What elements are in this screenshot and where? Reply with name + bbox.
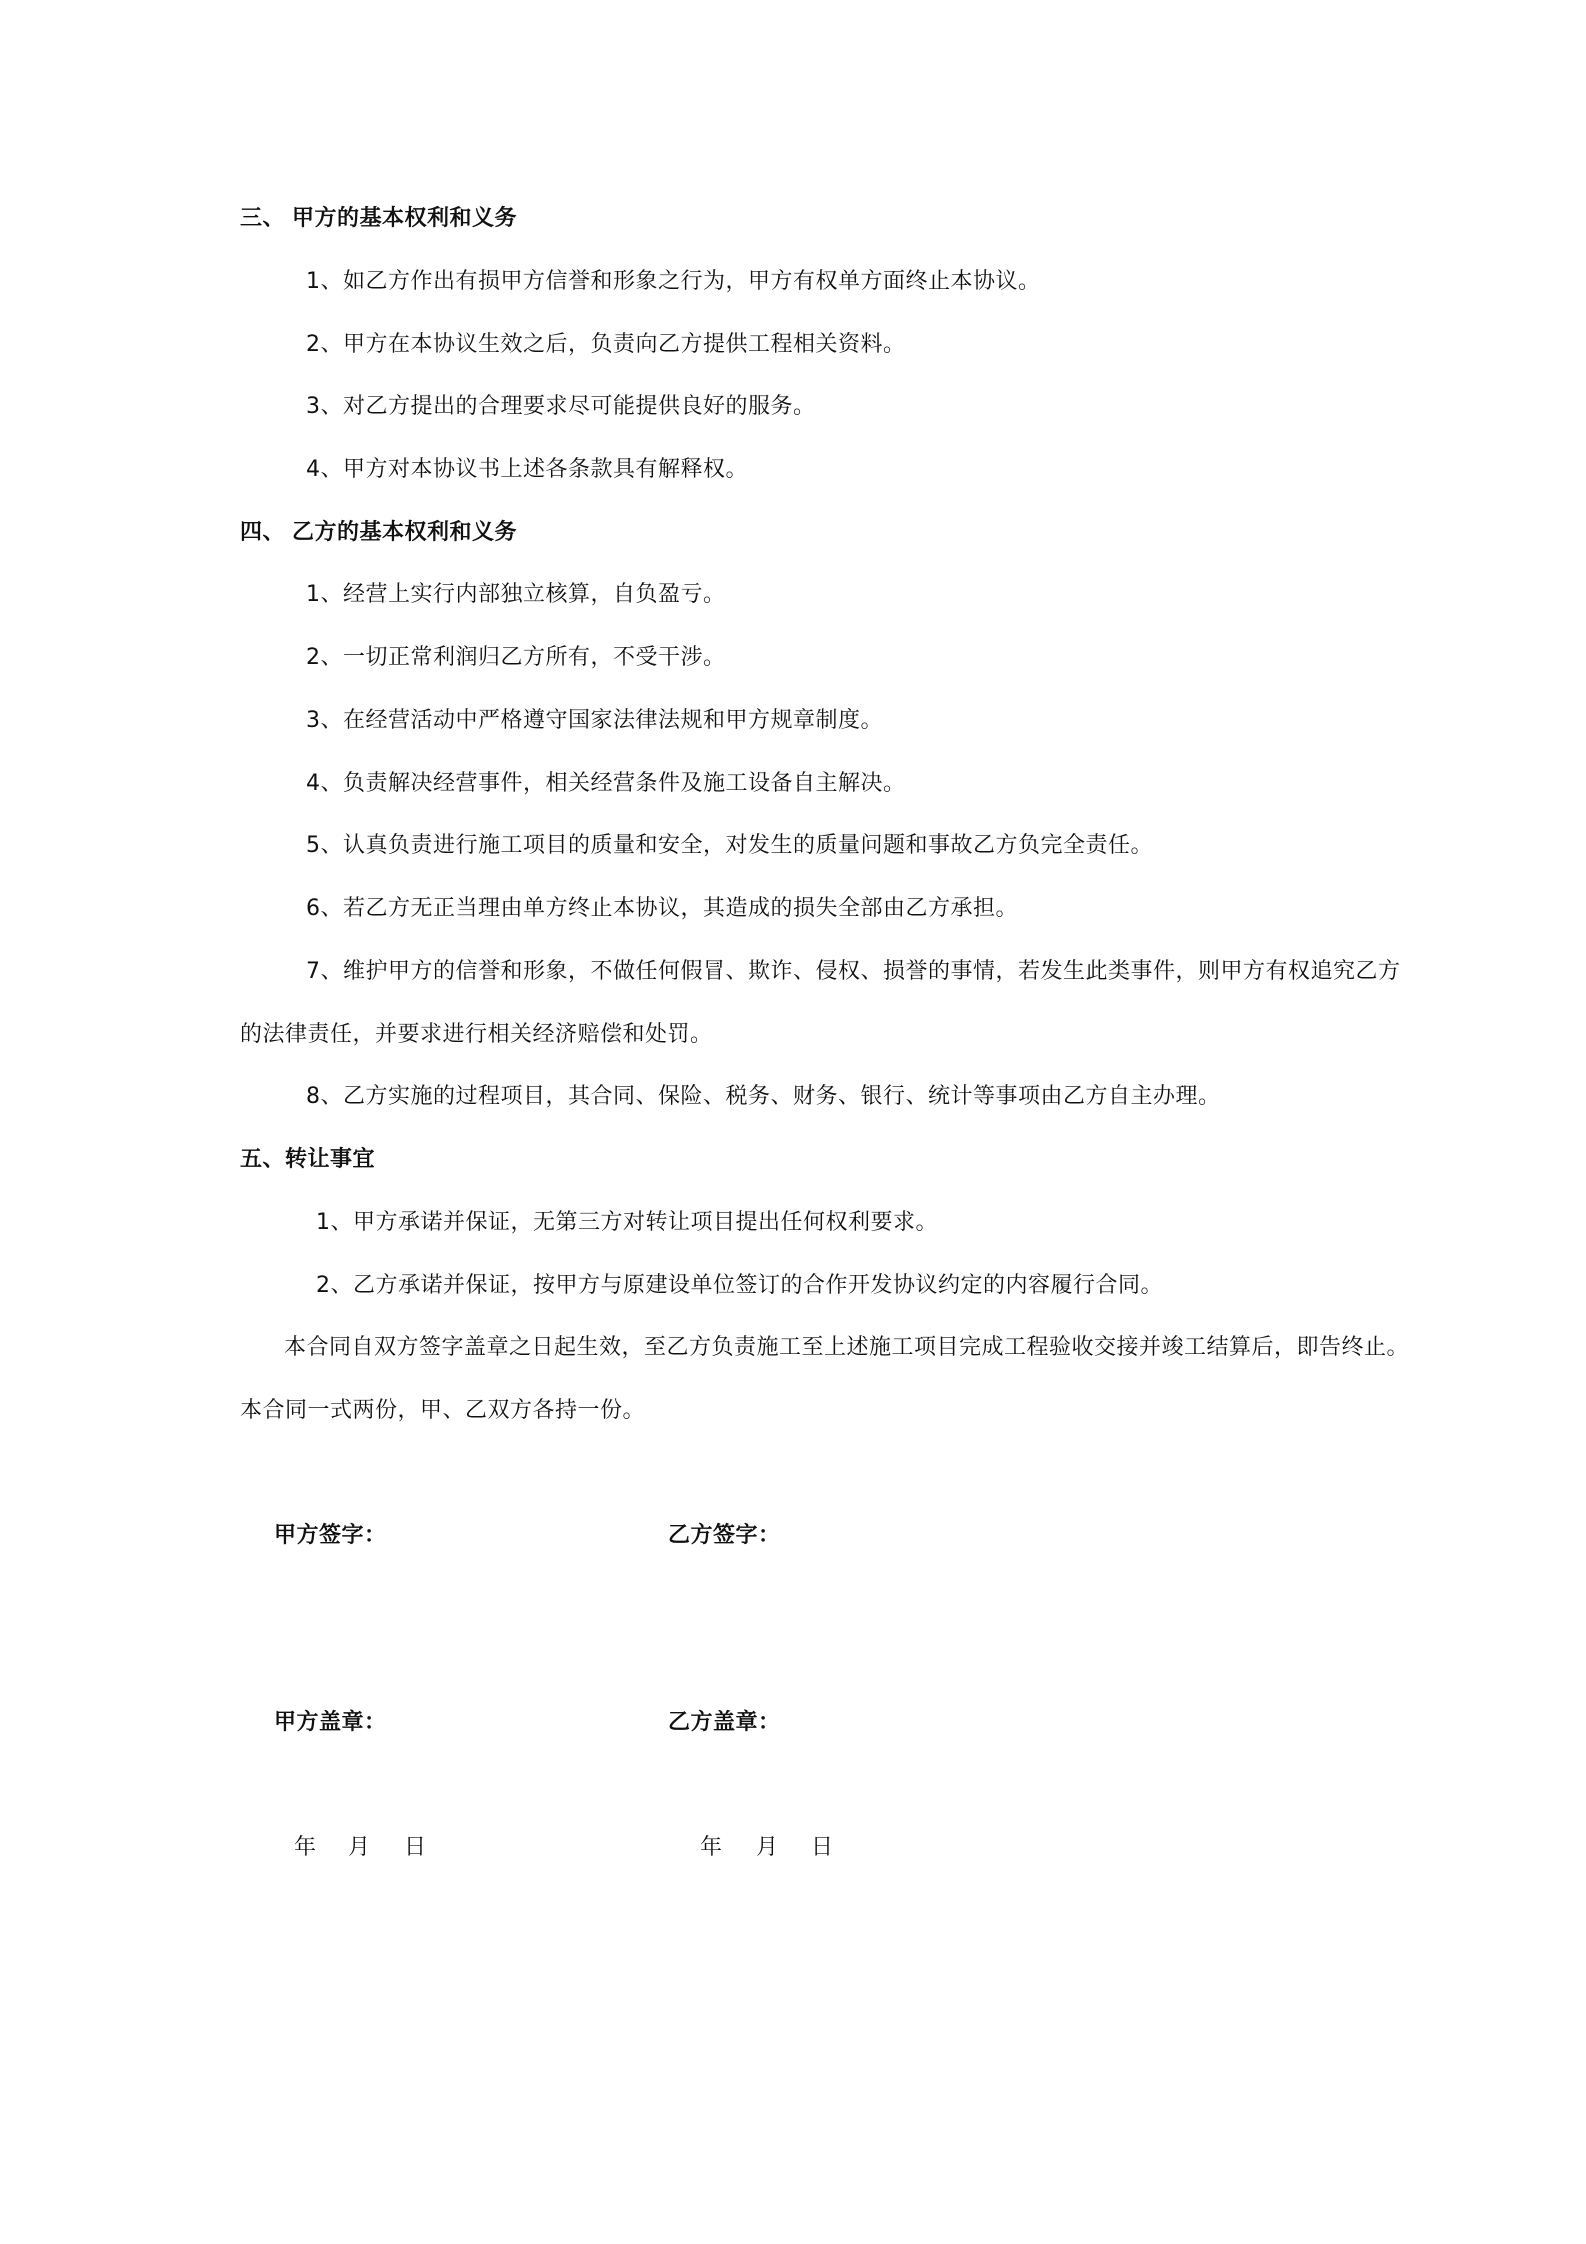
party-b-date-month: 月 bbox=[756, 1835, 779, 1860]
section3-item-4: 4、甲方对本协议书上述各条款具有解释权。 bbox=[306, 457, 748, 482]
section3-number: 三、 bbox=[240, 206, 286, 231]
section4-title: 乙方的基本权利和义务 bbox=[292, 520, 518, 545]
party-b-signature-label: 乙方签字： bbox=[668, 1523, 781, 1548]
section4-number: 四、 bbox=[240, 520, 286, 545]
section3-title: 甲方的基本权利和义务 bbox=[292, 206, 518, 231]
party-a-signature-label: 甲方签字： bbox=[274, 1523, 387, 1548]
party-b-date bbox=[700, 1833, 834, 1863]
section3-heading bbox=[240, 204, 517, 234]
section4-item-5: 5、认真负责进行施工项目的质量和安全，对发生的质量问题和事故乙方负完全责任。 bbox=[306, 833, 1153, 858]
party-b-seal-label: 乙方盖章： bbox=[668, 1710, 781, 1735]
section3-item-1: 1、如乙方作出有损甲方信誉和形象之行为，甲方有权单方面终止本协议。 bbox=[306, 269, 1041, 294]
section4-item-7-continued: 的法律责任，并要求进行相关经济赔偿和处罚。 bbox=[240, 1022, 713, 1047]
party-a-seal-label: 甲方盖章： bbox=[274, 1710, 387, 1735]
section4-item-3: 3、在经营活动中严格遵守国家法律法规和甲方规章制度。 bbox=[306, 708, 883, 733]
party-a-date-day: 日 bbox=[404, 1835, 427, 1860]
section5-heading: 五、转让事宜 bbox=[240, 1147, 376, 1172]
section4-heading bbox=[240, 518, 517, 548]
party-a-date-month: 月 bbox=[348, 1835, 371, 1860]
party-b-date-year: 年 bbox=[700, 1835, 723, 1860]
section4-item-2: 2、一切正常利润归乙方所有，不受干涉。 bbox=[306, 645, 726, 670]
closing-paragraph-line-2: 本合同一式两份，甲、乙双方各持一份。 bbox=[240, 1398, 646, 1423]
section3-item-3: 3、对乙方提出的合理要求尽可能提供良好的服务。 bbox=[306, 394, 816, 419]
section4-item-7: 7、维护甲方的信誉和形象，不做任何假冒、欺诈、侵权、损誉的事情，若发生此类事件，则甲方有权追究乙方 bbox=[306, 959, 1401, 984]
party-a-date-year: 年 bbox=[294, 1835, 317, 1860]
section4-item-8: 8、乙方实施的过程项目，其合同、保险、税务、财务、银行、统计等事项由乙方自主办理。 bbox=[306, 1084, 1221, 1109]
section3-item-2: 2、甲方在本协议生效之后，负责向乙方提供工程相关资料。 bbox=[306, 332, 906, 357]
section4-item-1: 1、经营上实行内部独立核算，自负盈亏。 bbox=[306, 582, 726, 607]
section5-item-2: 2、乙方承诺并保证，按甲方与原建设单位签订的合作开发协议约定的内容履行合同。 bbox=[316, 1273, 1163, 1298]
section4-item-4: 4、负责解决经营事件，相关经营条件及施工设备自主解决。 bbox=[306, 771, 906, 796]
closing-paragraph-line-1: 本合同自双方签字盖章之日起生效，至乙方负责施工至上述施工项目完成工程验收交接并竣工结算后，即告终止。 bbox=[284, 1335, 1410, 1360]
section4-item-6: 6、若乙方无正当理由单方终止本协议，其造成的损失全部由乙方承担。 bbox=[306, 896, 1018, 921]
party-b-date-day: 日 bbox=[811, 1835, 834, 1860]
section5-item-1: 1、甲方承诺并保证，无第三方对转让项目提出任何权利要求。 bbox=[316, 1210, 938, 1235]
party-a-date bbox=[294, 1833, 427, 1863]
